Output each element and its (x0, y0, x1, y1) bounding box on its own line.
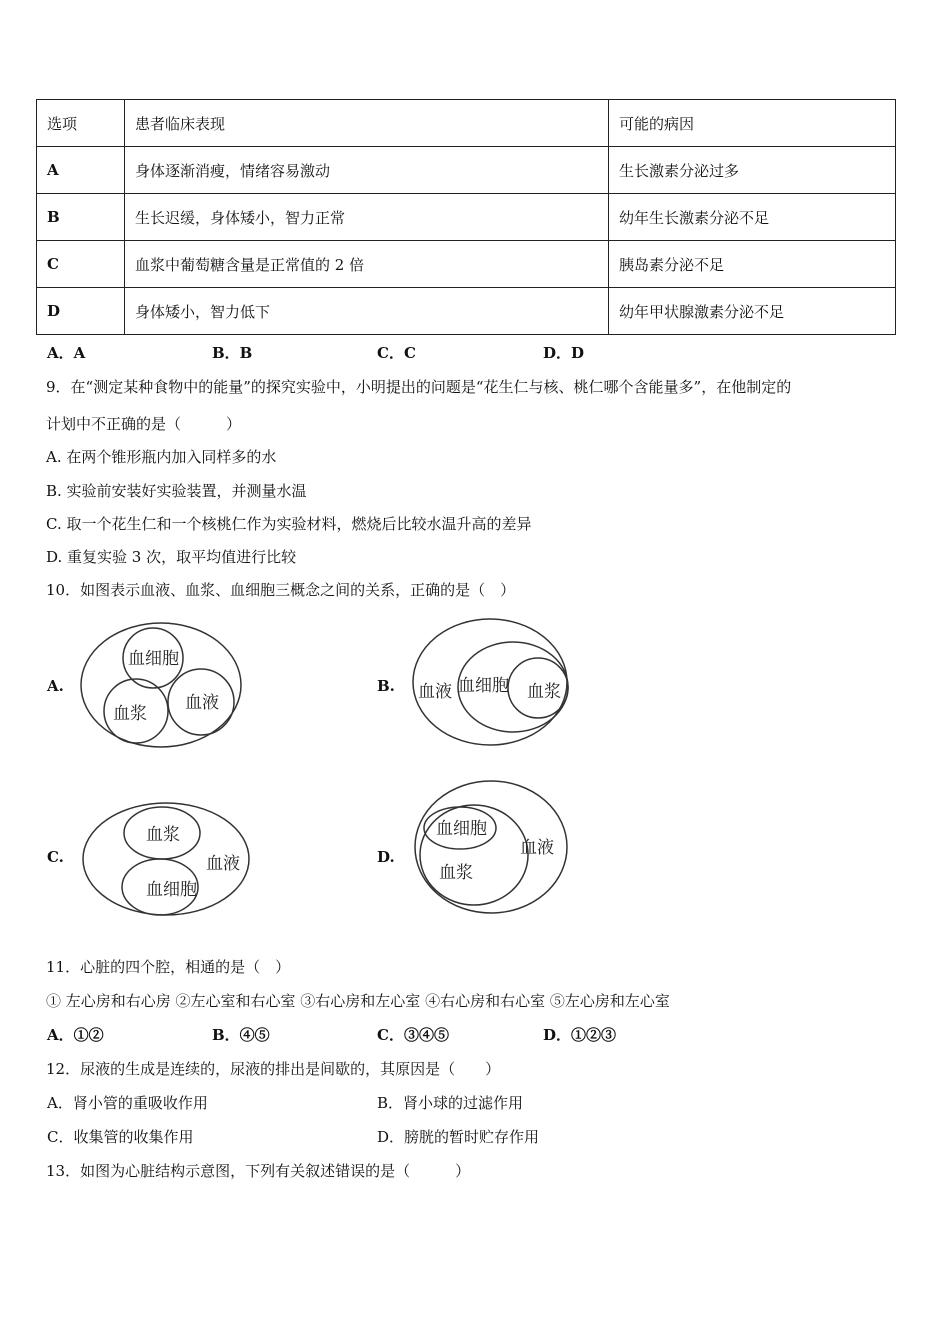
row-cause: 幼年生长激素分泌不足 (609, 194, 896, 241)
q12-choice-c[interactable]: C．收集管的收集作用 (47, 1128, 194, 1146)
q12-choice-b[interactable]: B．肾小球的过滤作用 (377, 1094, 524, 1112)
term-blood: 血液 (185, 693, 219, 713)
term-plasma: 血浆 (527, 682, 561, 702)
q10-label-a[interactable]: A. (47, 677, 64, 695)
row-cause: 生长激素分泌过多 (609, 147, 896, 194)
q10-diagram-a (78, 620, 248, 754)
row-cause: 幼年甲状腺激素分泌不足 (609, 288, 896, 335)
header-option: 选项 (37, 100, 125, 147)
table-row (37, 194, 896, 241)
term-plasma: 血浆 (439, 863, 473, 883)
q13-stem: 13．如图为心脏结构示意图，下列有关叙述错误的是（ ） (46, 1162, 471, 1180)
table-row (37, 241, 896, 288)
q9-option-a[interactable]: A. 在两个锥形瓶内加入同样多的水 (46, 448, 277, 466)
q11-items: ① 左心房和右心房 ②左心室和右心室 ③右心房和左心室 ④右心房和右心室 ⑤左心房和左心室 (46, 992, 670, 1010)
term-cells: 血细胞 (146, 880, 197, 900)
q11-choice-d[interactable]: D．①②③ (543, 1026, 617, 1044)
q11-choice-c[interactable]: C．③④⑤ (377, 1026, 449, 1044)
q10-stem: 10．如图表示血液、血浆、血细胞三概念之间的关系，正确的是（ ） (46, 581, 516, 599)
q10-diagram-c (80, 800, 255, 924)
q9-option-c[interactable]: C. 取一个花生仁和一个核桃仁作为实验材料，燃烧后比较水温升高的差异 (46, 515, 532, 533)
term-cells: 血细胞 (436, 819, 487, 839)
term-plasma: 血浆 (113, 704, 147, 724)
q10-label-d[interactable]: D. (377, 848, 395, 866)
table-row (37, 147, 896, 194)
q11-stem: 11．心脏的四个腔，相通的是（ ） (46, 958, 291, 976)
row-symptom: 生长迟缓，身体矮小，智力正常 (125, 194, 609, 241)
q8-choice-b[interactable]: B．B (212, 344, 253, 362)
q9-stem-line2: 计划中不正确的是（ ） (46, 415, 242, 433)
row-cause: 胰岛素分泌不足 (609, 241, 896, 288)
q8-choice-c[interactable]: C．C (377, 344, 416, 362)
row-option: B (37, 194, 125, 241)
q12-stem: 12．尿液的生成是连续的，尿液的排出是间歇的，其原因是（ ） (46, 1060, 501, 1078)
term-plasma: 血浆 (146, 825, 180, 845)
q9-option-b[interactable]: B. 实验前安装好实验装置，并测量水温 (46, 482, 307, 500)
term-cells: 血细胞 (128, 649, 179, 669)
header-cause: 可能的病因 (609, 100, 896, 147)
row-option: D (37, 288, 125, 335)
table-header-row (37, 100, 896, 147)
table-row (37, 288, 896, 335)
header-symptom: 患者临床表现 (125, 100, 609, 147)
row-symptom: 身体矮小，智力低下 (125, 288, 609, 335)
q10-diagram-d (412, 778, 574, 922)
q8-choice-d[interactable]: D．D (543, 344, 585, 362)
term-blood: 血液 (418, 682, 452, 702)
row-option: A (37, 147, 125, 194)
term-blood: 血液 (520, 838, 554, 858)
q9-stem-line1: 9．在“测定某种食物中的能量”的探究实验中，小明提出的问题是“花生仁与核、桃仁哪个含能量多”，在他制定的 (46, 378, 792, 396)
row-option: C (37, 241, 125, 288)
row-symptom: 身体逐渐消瘦，情绪容易激动 (125, 147, 609, 194)
q10-diagram-b (410, 617, 575, 756)
term-cells: 血细胞 (458, 676, 509, 696)
q10-label-b[interactable]: B. (377, 677, 395, 695)
q8-choice-a[interactable]: A．A (47, 344, 86, 362)
term-blood: 血液 (206, 854, 240, 874)
q8-table (36, 99, 896, 335)
q12-choice-d[interactable]: D．膀胱的暂时贮存作用 (377, 1128, 540, 1146)
q10-label-c[interactable]: C. (47, 848, 64, 866)
q12-choice-a[interactable]: A．肾小管的重吸收作用 (47, 1094, 208, 1112)
row-symptom: 血浆中葡萄糖含量是正常值的 2 倍 (125, 241, 609, 288)
q11-choice-a[interactable]: A．①② (47, 1026, 104, 1044)
q9-option-d[interactable]: D. 重复实验 3 次，取平均值进行比较 (46, 548, 297, 566)
q11-choice-b[interactable]: B．④⑤ (212, 1026, 270, 1044)
